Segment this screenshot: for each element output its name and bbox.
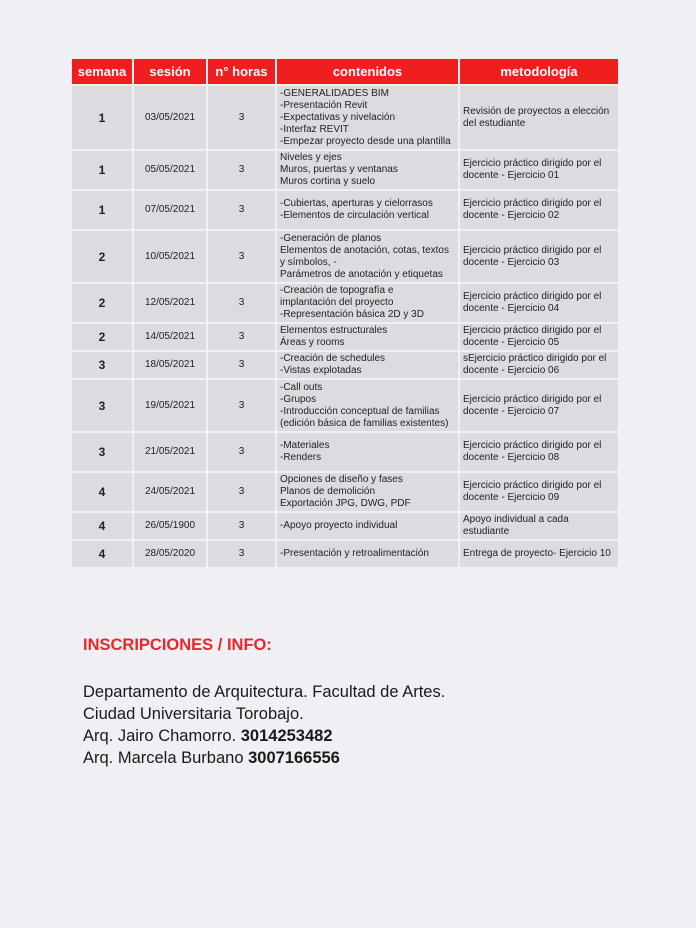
cell-semana: 2 xyxy=(72,284,132,322)
department-line: Departamento de Arquitectura. Facultad de Artes. xyxy=(83,683,446,701)
cell-horas: 3 xyxy=(208,473,275,511)
cell-sesion: 03/05/2021 xyxy=(134,86,206,149)
contenido-line: y símbolos, - xyxy=(280,256,337,268)
contenido-line: -Cubiertas, aperturas y cielorrasos xyxy=(280,198,433,209)
cell-metodologia xyxy=(460,473,618,511)
cell-sesion: 21/05/2021 xyxy=(134,433,206,471)
metodologia-line: Ejercicio práctico dirigido por el xyxy=(463,480,602,491)
cell-metodologia xyxy=(460,352,618,378)
metodologia-line: docente - Ejercicio 01 xyxy=(463,170,560,181)
cell-sesion: 19/05/2021 xyxy=(134,380,206,431)
contenido-line: -Elementos de circulación vertical xyxy=(280,210,429,221)
cell-contenidos xyxy=(277,433,458,471)
metodologia-line: docente - Ejercicio 05 xyxy=(463,337,560,348)
contact-phone: 3014253482 xyxy=(240,727,333,745)
metodologia-line: Ejercicio práctico dirigido por el xyxy=(463,244,602,256)
metodologia-line: Ejercicio práctico dirigido por el xyxy=(463,393,602,405)
table-row xyxy=(72,541,618,567)
cell-semana: 1 xyxy=(72,191,132,229)
cell-semana: 1 xyxy=(72,86,132,149)
metodologia-line: Revisión de proyectos a elección xyxy=(463,105,610,117)
table-row xyxy=(72,380,618,431)
cell-semana: 4 xyxy=(72,541,132,567)
cell-horas: 3 xyxy=(208,231,275,282)
cell-semana: 4 xyxy=(72,473,132,511)
cell-metodologia xyxy=(460,433,618,471)
cell-metodologia xyxy=(460,380,618,431)
metodologia-line: Ejercicio práctico dirigido por el xyxy=(463,325,602,336)
contenido-line: Niveles y ejes xyxy=(280,152,342,163)
header-semana: semana xyxy=(72,59,132,84)
cell-horas: 3 xyxy=(208,151,275,189)
contenido-line: -Generación de planos xyxy=(280,232,382,244)
cell-horas: 3 xyxy=(208,380,275,431)
contact-name: Arq. Jairo Chamorro. xyxy=(83,727,237,745)
cell-horas: 3 xyxy=(208,433,275,471)
contenido-line: -GENERALIDADES BIM xyxy=(280,87,389,99)
cell-metodologia xyxy=(460,284,618,322)
contact-jairo xyxy=(83,725,445,747)
metodologia-line: del estudiante xyxy=(463,117,526,129)
cell-metodologia xyxy=(460,86,618,149)
cell-contenidos xyxy=(277,231,458,282)
header-horas: n° horas xyxy=(208,59,275,84)
table-row xyxy=(72,433,618,471)
cell-sesion: 12/05/2021 xyxy=(134,284,206,322)
header-metodologia: metodología xyxy=(460,59,618,84)
cell-horas: 3 xyxy=(208,86,275,149)
cell-contenidos xyxy=(277,191,458,229)
cell-metodologia xyxy=(460,541,618,567)
metodologia-line: Ejercicio práctico dirigido por el xyxy=(463,291,602,302)
contenido-line: -Creación de topografía e xyxy=(280,285,394,296)
contenido-line: Muros, puertas y ventanas xyxy=(280,164,398,175)
metodologia-line: docente - Ejercicio 04 xyxy=(463,303,560,314)
metodologia-line: docente - Ejercicio 03 xyxy=(463,256,560,268)
cell-semana: 4 xyxy=(72,513,132,539)
cell-contenidos xyxy=(277,541,458,567)
metodologia-line: docente - Ejercicio 08 xyxy=(463,452,560,463)
contenido-line: Áreas y rooms xyxy=(280,337,345,348)
contenido-line: (edición básica de familias existentes) xyxy=(280,417,449,429)
contact-phone: 3007166556 xyxy=(248,749,340,767)
contenido-line: -Introducción conceptual de familias xyxy=(280,405,440,417)
contenido-line: -Grupos xyxy=(280,393,317,405)
cell-contenidos xyxy=(277,513,458,539)
contenido-line: Parámetros de anotación y etiquetas xyxy=(280,268,443,280)
metodologia-line: docente - Ejercicio 09 xyxy=(463,492,560,503)
cell-semana: 3 xyxy=(72,433,132,471)
cell-contenidos xyxy=(277,473,458,511)
contact-name: Arq. Marcela Burbano xyxy=(83,749,244,767)
contenido-line: Exportación JPG, DWG, PDF xyxy=(280,498,411,509)
cell-horas: 3 xyxy=(208,324,275,350)
table-row xyxy=(72,473,618,511)
campus-line: Ciudad Universitaria Torobajo. xyxy=(83,705,304,723)
schedule-table xyxy=(70,57,620,569)
cell-sesion: 28/05/2020 xyxy=(134,541,206,567)
cell-semana: 3 xyxy=(72,380,132,431)
cell-sesion: 07/05/2021 xyxy=(134,191,206,229)
contenido-line: -Renders xyxy=(280,452,322,463)
metodologia-line: Ejercicio práctico dirigido por el xyxy=(463,158,602,169)
metodologia-line: sEjercicio práctico dirigido por el xyxy=(463,353,607,364)
contenido-line: -Creación de schedules xyxy=(280,353,386,364)
cell-semana: 2 xyxy=(72,324,132,350)
contenido-line: -Representación básica 2D y 3D xyxy=(280,309,424,320)
header-sesion: sesión xyxy=(134,59,206,84)
cell-contenidos xyxy=(277,86,458,149)
header-contenidos: contenidos xyxy=(277,59,458,84)
contenido-line: implantación del proyecto xyxy=(280,297,394,308)
cell-contenidos xyxy=(277,324,458,350)
contenido-line: Elementos de anotación, cotas, textos xyxy=(280,244,449,256)
cell-contenidos xyxy=(277,352,458,378)
metodologia-line: docente - Ejercicio 02 xyxy=(463,210,560,221)
info-heading: INSCRIPCIONES / INFO: xyxy=(83,636,272,654)
cell-horas: 3 xyxy=(208,513,275,539)
contenido-line: -Presentación Revit xyxy=(280,99,368,111)
cell-metodologia xyxy=(460,324,618,350)
info-section xyxy=(83,636,445,769)
cell-sesion: 10/05/2021 xyxy=(134,231,206,282)
table-row xyxy=(72,86,618,149)
cell-sesion: 05/05/2021 xyxy=(134,151,206,189)
table-row xyxy=(72,284,618,322)
metodologia-line: docente - Ejercicio 07 xyxy=(463,405,560,417)
cell-semana: 3 xyxy=(72,352,132,378)
table-row xyxy=(72,191,618,229)
metodologia-line: Ejercicio práctico dirigido por el xyxy=(463,440,602,451)
contenido-line: -Apoyo proyecto individual xyxy=(280,520,398,531)
cell-contenidos xyxy=(277,380,458,431)
table-header-row xyxy=(72,59,618,84)
metodologia-line: docente - Ejercicio 06 xyxy=(463,365,560,376)
cell-metodologia xyxy=(460,513,618,539)
cell-horas: 3 xyxy=(208,352,275,378)
contenido-line: Planos de demolición xyxy=(280,486,376,497)
schedule-body xyxy=(72,86,618,567)
cell-metodologia xyxy=(460,151,618,189)
metodologia-line: estudiante xyxy=(463,526,510,537)
cell-contenidos xyxy=(277,284,458,322)
cell-horas: 3 xyxy=(208,284,275,322)
contenido-line: -Call outs xyxy=(280,381,323,393)
contenido-line: Elementos estructurales xyxy=(280,325,388,336)
contenido-line: Opciones de diseño y fases xyxy=(280,474,403,485)
contact-marcela xyxy=(83,747,445,769)
cell-sesion: 14/05/2021 xyxy=(134,324,206,350)
metodologia-line: Apoyo individual a cada xyxy=(463,514,569,525)
cell-semana: 2 xyxy=(72,231,132,282)
cell-metodologia xyxy=(460,191,618,229)
contenido-line: -Materiales xyxy=(280,440,330,451)
contenido-line: -Interfaz REVIT xyxy=(280,123,349,135)
cell-sesion: 18/05/2021 xyxy=(134,352,206,378)
contenido-line: -Expectativas y nivelación xyxy=(280,111,396,123)
cell-semana: 1 xyxy=(72,151,132,189)
metodologia-line: Entrega de proyecto- Ejercicio 10 xyxy=(463,548,611,559)
table-row xyxy=(72,513,618,539)
cell-horas: 3 xyxy=(208,191,275,229)
table-row xyxy=(72,324,618,350)
cell-sesion: 24/05/2021 xyxy=(134,473,206,511)
cell-metodologia xyxy=(460,231,618,282)
metodologia-line: Ejercicio práctico dirigido por el xyxy=(463,198,602,209)
contenido-line: -Empezar proyecto desde una plantilla xyxy=(280,135,451,147)
contenido-line: -Presentación y retroalimentación xyxy=(280,548,429,559)
table-row xyxy=(72,352,618,378)
cell-contenidos xyxy=(277,151,458,189)
cell-horas: 3 xyxy=(208,541,275,567)
contenido-line: -Vistas explotadas xyxy=(280,365,362,376)
table-row xyxy=(72,151,618,189)
table-row xyxy=(72,231,618,282)
cell-sesion: 26/05/1900 xyxy=(134,513,206,539)
contenido-line: Muros cortina y suelo xyxy=(280,176,376,187)
